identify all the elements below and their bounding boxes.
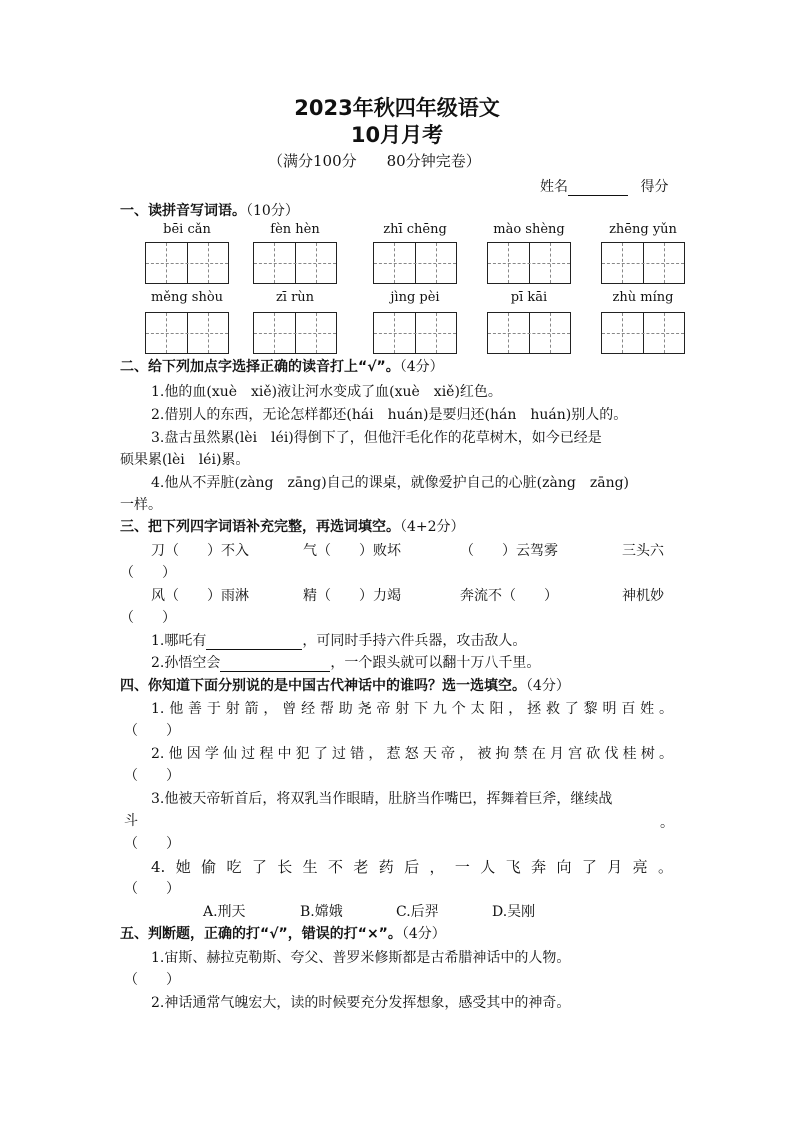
guide-line — [208, 243, 209, 283]
pinyin-label: pī kāi — [510, 290, 548, 305]
s4-question-3-end: 。 — [660, 815, 674, 831]
section-3-heading: 三、把下列四字词语补充完整，再选词填空。（4+2分） — [120, 519, 465, 535]
s2-line-6: 一样。 — [120, 497, 162, 513]
writing-grid[interactable] — [373, 242, 457, 284]
writing-grid[interactable] — [253, 312, 337, 354]
guide-line — [274, 243, 275, 283]
s3-question-2: 2.孙悟空会 ，一个跟头就可以翻十万八千里。 — [151, 655, 541, 671]
s4-question-1: 1.他善于射箭，曾经帮助尧帝射下九个太阳，拯救了黎明百姓。 — [151, 701, 673, 717]
guide-line — [436, 243, 437, 283]
exam-info: （满分100分 80分钟完卷） — [268, 152, 481, 170]
s4-answer-2[interactable]: （ ） — [124, 768, 180, 784]
idiom-5: 风（ ）雨淋 — [151, 588, 249, 604]
s4-answer-3[interactable]: （ ） — [124, 836, 180, 852]
writing-grid[interactable] — [253, 242, 337, 284]
s5-question-1: 1.宙斯、赫拉克勒斯、夸父、普罗米修斯都是古希腊神话中的人物。 — [151, 950, 571, 966]
name-blank[interactable] — [568, 181, 628, 196]
pinyin-label: zī rùn — [275, 290, 315, 305]
s4-answer-4[interactable]: （ ） — [124, 881, 180, 897]
guide-line — [146, 263, 228, 264]
writing-grid[interactable] — [487, 312, 571, 354]
guide-line — [166, 313, 167, 353]
s4-option-d: D.吴刚 — [492, 904, 536, 920]
s2-line-4: 硕果累(lèi léi)累。 — [120, 452, 250, 468]
guide-line — [208, 313, 209, 353]
s4-option-b: B.嫦娥 — [300, 904, 343, 920]
s4-question-4: 4.她偷吃了长生不老药后，一人飞奔向了月亮。 — [151, 858, 673, 876]
pinyin-label: zhù míng — [612, 290, 674, 305]
guide-line — [488, 263, 570, 264]
s5-question-2: 2.神话通常气魄宏大，读的时候要充分发挥想象，感受其中的神奇。 — [151, 995, 571, 1011]
writing-grid[interactable] — [373, 312, 457, 354]
guide-line — [664, 243, 665, 283]
idiom-4: 三头六 — [622, 543, 664, 559]
guide-line — [488, 333, 570, 334]
guide-line — [436, 313, 437, 353]
pinyin-label: fèn hèn — [270, 222, 320, 237]
idiom-8-wrap: （ ） — [120, 610, 176, 626]
s2-line-3: 3.盘古虽然累(lèi léi)得倒下了，但他汗毛化作的花草树木，如今已经是 — [151, 430, 602, 446]
s4-question-3-cont: 斗 — [124, 813, 138, 829]
s3-q2-blank[interactable] — [220, 657, 330, 672]
guide-line — [622, 243, 623, 283]
pinyin-label: mào shèng — [493, 222, 565, 237]
guide-line — [254, 263, 336, 264]
pinyin-label: bēi cǎn — [163, 222, 211, 237]
name-label: 姓名 — [540, 179, 568, 195]
s2-line-1: 1.他的血(xuè xiě)液让河水变成了血(xuè xiě)红色。 — [151, 384, 502, 400]
idiom-8: 神机妙 — [622, 588, 664, 604]
writing-grid[interactable] — [601, 242, 685, 284]
exam-title: 2023年秋四年级语文 — [294, 96, 500, 120]
s3-q1-blank[interactable] — [206, 635, 302, 650]
idiom-3: （ ）云驾雾 — [460, 543, 558, 559]
s3-question-1: 1.哪吒有 ，可同时手持六件兵器，攻击敌人。 — [151, 633, 527, 649]
idiom-2: 气（ ）败坏 — [303, 543, 401, 559]
writing-grid[interactable] — [601, 312, 685, 354]
writing-grid[interactable] — [487, 242, 571, 284]
guide-line — [602, 263, 684, 264]
guide-line — [550, 243, 551, 283]
pinyin-label: jìng pèi — [390, 290, 440, 305]
guide-line — [664, 313, 665, 353]
guide-line — [146, 333, 228, 334]
s4-question-2: 2.他因学仙过程中犯了过错，惹怒天帝，被拘禁在月宫砍伐桂树。 — [151, 746, 673, 762]
section-5-heading: 五、判断题，正确的打“√”，错误的打“×”。（4分） — [120, 926, 446, 942]
idiom-1: 刀（ ）不入 — [151, 543, 249, 559]
section-1-heading: 一、读拼音写词语。（10分） — [120, 203, 299, 219]
guide-line — [602, 333, 684, 334]
s5-answer-1[interactable]: （ ） — [124, 972, 180, 988]
guide-line — [394, 243, 395, 283]
s4-option-a: A.刑天 — [203, 904, 246, 920]
section-2-heading: 二、给下列加点字选择正确的读音打上“√”。（4分） — [120, 359, 444, 375]
guide-line — [254, 333, 336, 334]
guide-line — [508, 243, 509, 283]
writing-grid[interactable] — [145, 312, 229, 354]
name-score-row — [540, 176, 668, 196]
s4-question-3: 3.他被天帝斩首后，将双乳当作眼睛，肚脐当作嘴巴，挥舞着巨斧，继续战 — [151, 791, 613, 807]
guide-line — [316, 313, 317, 353]
guide-line — [550, 313, 551, 353]
guide-line — [374, 263, 456, 264]
guide-line — [394, 313, 395, 353]
pinyin-label: zhēng yǔn — [609, 222, 677, 237]
guide-line — [166, 243, 167, 283]
idiom-7: 奔流不（ ） — [460, 588, 558, 604]
score-label: 得分 — [640, 179, 669, 195]
s2-line-2: 2.借别人的东西，无论怎样都还(hái huán)是要归还(hán huán)别人的。 — [151, 407, 628, 423]
guide-line — [622, 313, 623, 353]
section-4-heading: 四、你知道下面分别说的是中国古代神话中的谁吗？选一选填空。（4分） — [120, 678, 570, 694]
guide-line — [508, 313, 509, 353]
pinyin-label: zhī chēng — [383, 222, 447, 237]
idiom-6: 精（ ）力竭 — [303, 588, 401, 604]
guide-line — [374, 333, 456, 334]
s2-line-5: 4.他从不弄脏(zàng zāng)自己的课桌，就像爱护自己的心脏(zàng zāng) — [151, 475, 630, 491]
s4-option-c: C.后羿 — [396, 904, 439, 920]
idiom-4-wrap: （ ） — [120, 565, 176, 581]
guide-line — [274, 313, 275, 353]
writing-grid[interactable] — [145, 242, 229, 284]
s4-answer-1[interactable]: （ ） — [124, 723, 180, 739]
exam-subtitle-month: 10月月考 — [350, 123, 444, 147]
pinyin-label: měng shòu — [150, 290, 224, 305]
guide-line — [316, 243, 317, 283]
